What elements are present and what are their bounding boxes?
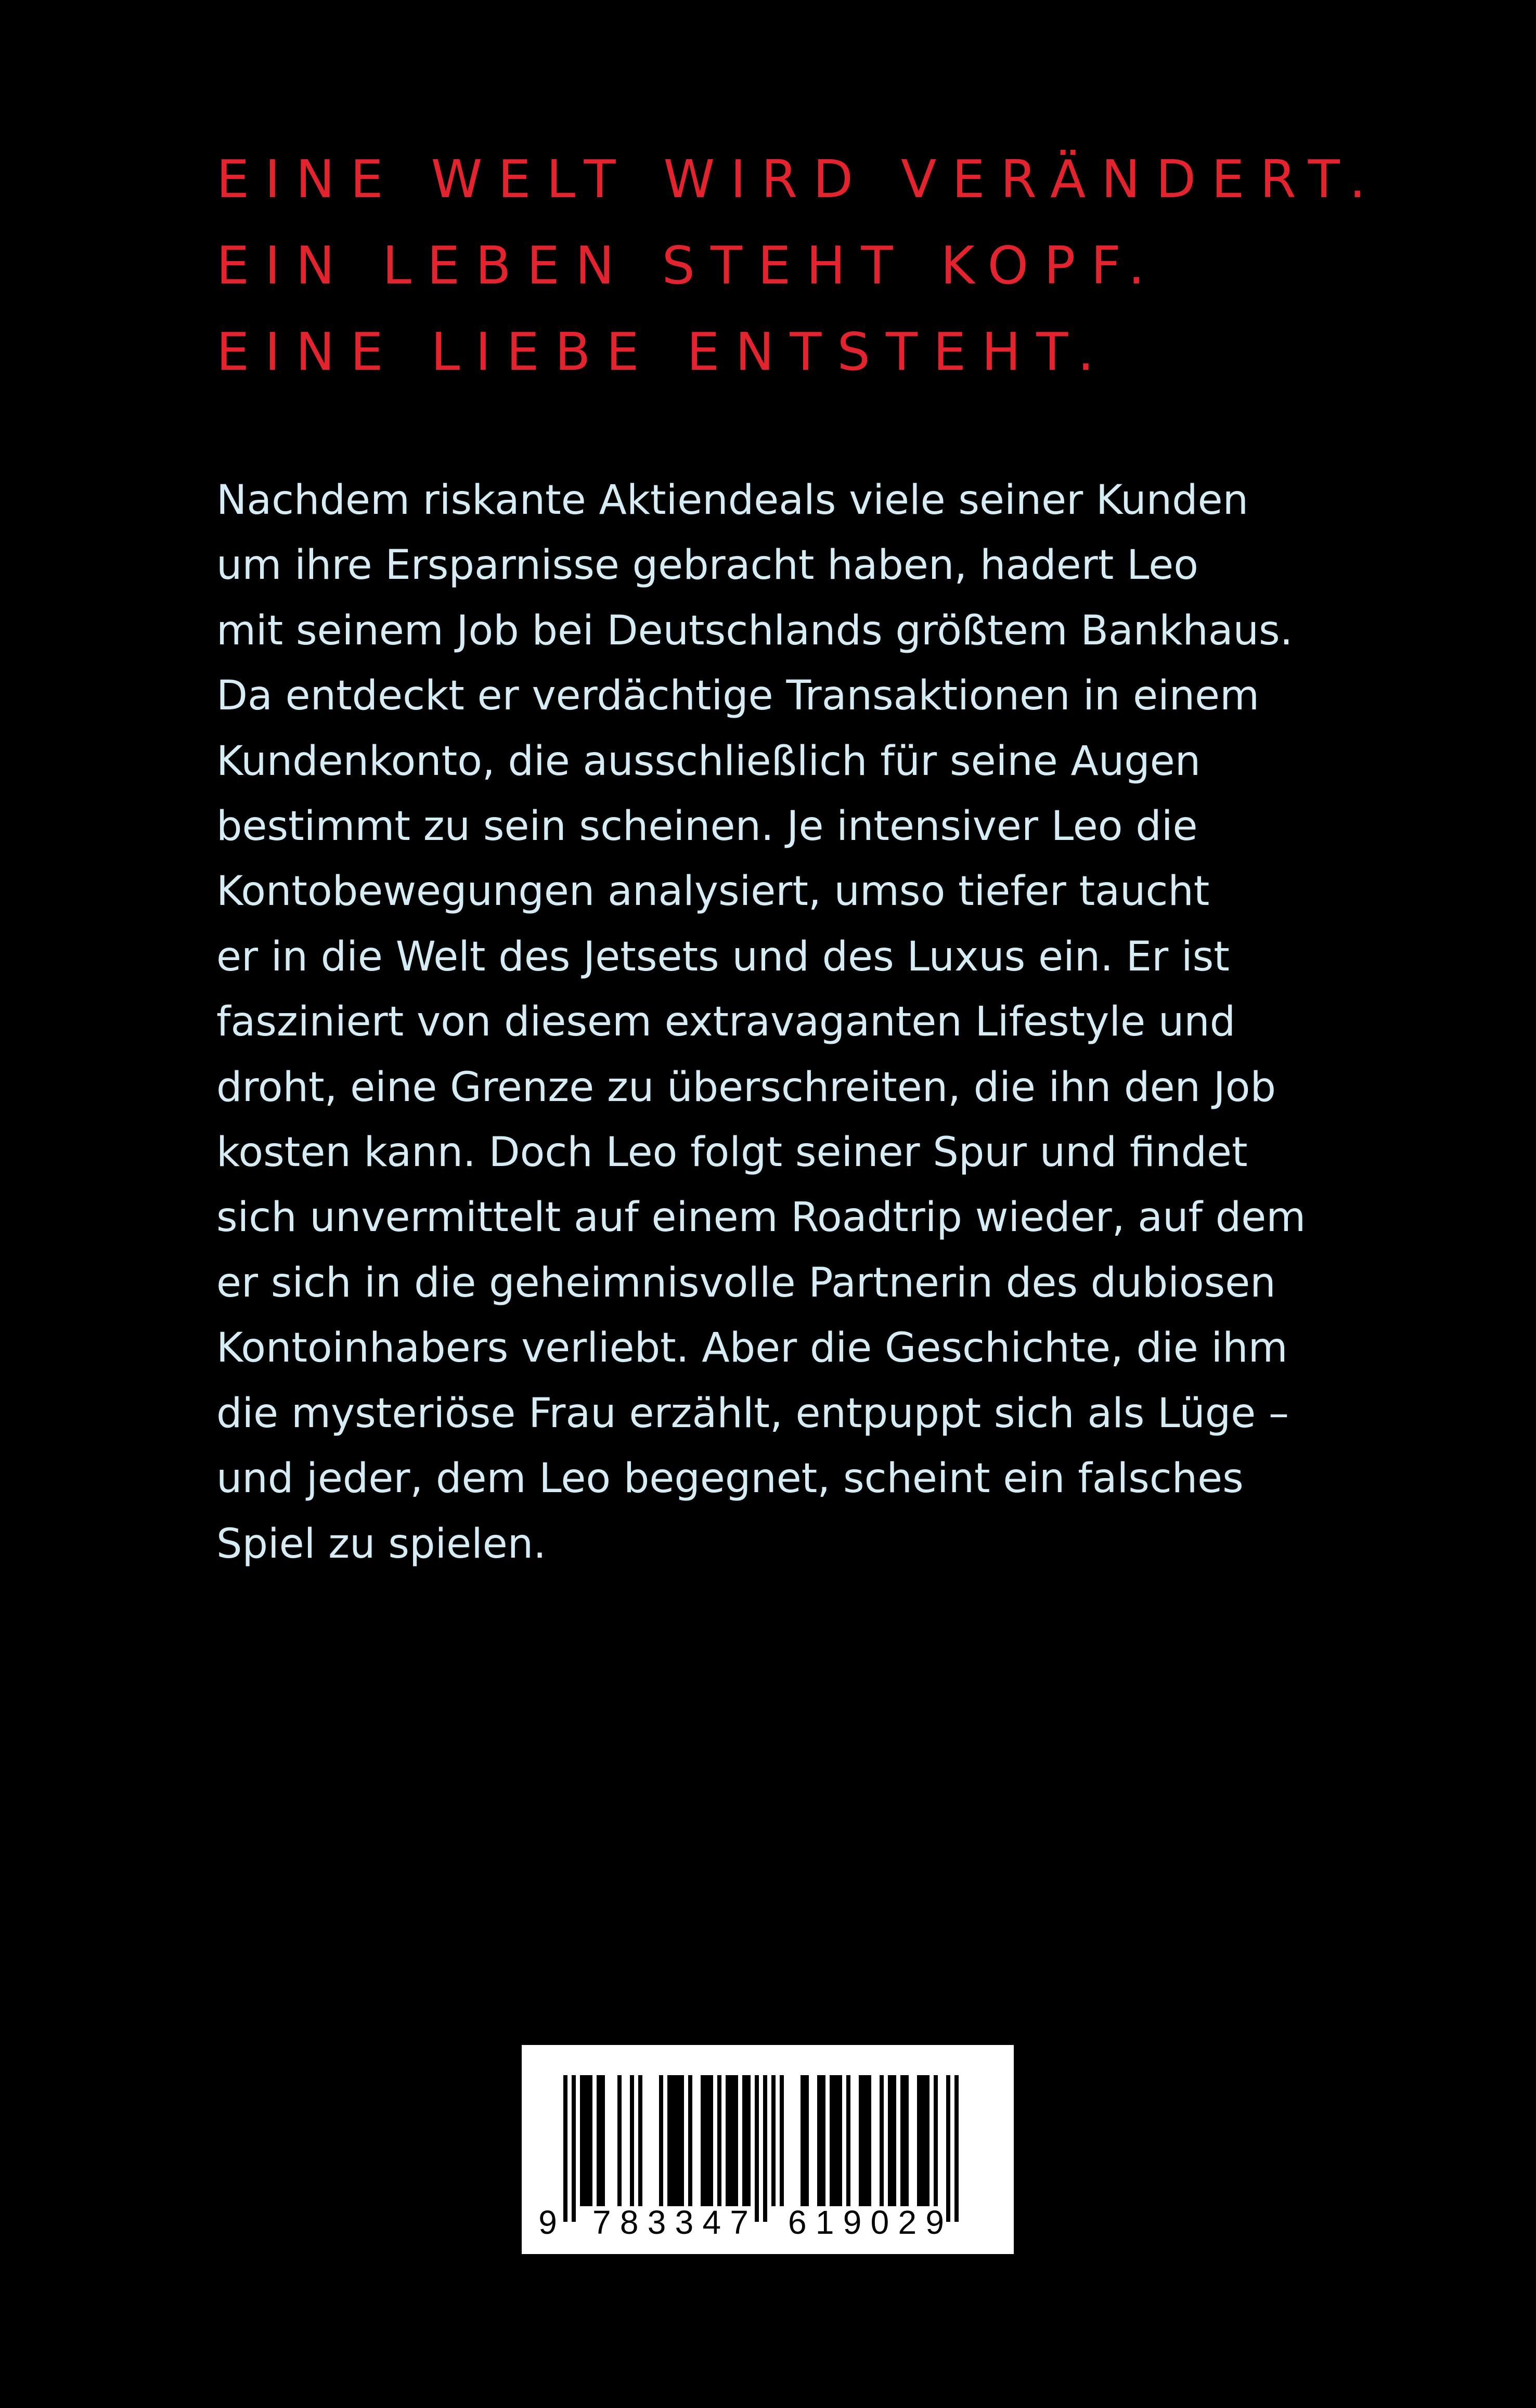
barcode-bar [597, 2075, 601, 2206]
barcode-bar [742, 2075, 746, 2206]
tagline-line: EIN LEBEN STEHT KOPF. [216, 235, 1160, 296]
barcode-bar [867, 2075, 871, 2206]
barcode-guard-bar [755, 2075, 759, 2222]
barcode-bar [888, 2075, 892, 2206]
barcode-bar [917, 2075, 921, 2206]
blurb-line: Da entdeckt er verdächtige Transaktionen in einem [216, 672, 1260, 720]
barcode-bar [584, 2075, 588, 2206]
barcode-bar [680, 2075, 684, 2206]
barcode-bar [667, 2075, 672, 2206]
barcode-bar [921, 2075, 925, 2206]
barcode-bar [934, 2075, 938, 2206]
barcode-bar [688, 2075, 692, 2206]
barcode-bar [705, 2075, 709, 2206]
barcode-right-digits: 619029 [788, 2204, 944, 2241]
blurb-line: mit seinem Job bei Deutschlands größtem Bankhaus. [216, 607, 1293, 654]
barcode-bar [588, 2075, 592, 2206]
blurb-line: um ihre Ersparnisse gebracht haben, hadert Leo [216, 542, 1198, 589]
barcode-bar [617, 2075, 622, 2206]
barcode-bar [672, 2075, 676, 2206]
barcode-bar [726, 2075, 730, 2206]
barcode-bar [834, 2075, 838, 2206]
barcode-guard-bar [954, 2075, 959, 2222]
barcode-bar [805, 2075, 809, 2206]
barcode-bar [709, 2075, 713, 2206]
barcode-bar [780, 2075, 784, 2206]
barcode-graphic [522, 2045, 1014, 2254]
blurb-line: sich unvermittelt auf einem Roadtrip wieder, auf dem [216, 1194, 1306, 1241]
barcode-bar [821, 2075, 825, 2206]
blurb-line: die mysteriöse Frau erzählt, entpuppt sich als Lüge – [216, 1390, 1289, 1437]
barcode-guard-bar [946, 2075, 950, 2222]
tagline-line: EINE LIEBE ENTSTEHT. [216, 321, 1110, 382]
barcode-bar [880, 2075, 884, 2206]
blurb-line: er sich in die geheimnisvolle Partnerin des dubiosen [216, 1259, 1276, 1306]
isbn-barcode [522, 2045, 1014, 2254]
barcode-bar [701, 2075, 705, 2206]
blurb-line: bestimmt zu sein scheinen. Je intensiver Leo die [216, 803, 1198, 850]
barcode-bar [771, 2075, 776, 2206]
barcode-bar [580, 2075, 584, 2206]
barcode-bar [801, 2075, 805, 2206]
blurb-line: kosten kann. Doch Leo folgt seiner Spur und findet [216, 1129, 1248, 1176]
barcode-bar [905, 2075, 909, 2206]
barcode-bar [630, 2075, 634, 2206]
barcode-bar [659, 2075, 663, 2206]
barcode-bar [838, 2075, 842, 2206]
tagline-block [216, 136, 1413, 395]
blurb-text [216, 468, 1340, 1577]
barcode-bar [746, 2075, 751, 2206]
barcode-bar [817, 2075, 821, 2206]
barcode-bar [717, 2075, 721, 2206]
barcode-bar [601, 2075, 605, 2206]
barcode-guard-bar [763, 2075, 767, 2222]
blurb-line: und jeder, dem Leo begegnet, scheint ein falsches [216, 1455, 1244, 1503]
barcode-bar [863, 2075, 867, 2206]
barcode-bar [925, 2075, 930, 2206]
barcode-bar [734, 2075, 738, 2206]
barcode-bar [892, 2075, 896, 2206]
barcode-bar [830, 2075, 834, 2206]
blurb-line: fasziniert von diesem extravaganten Lifestyle und [216, 999, 1236, 1046]
blurb-line: er in die Welt des Jetsets und des Luxus ein. Er ist [216, 933, 1230, 980]
blurb-line: Kontobewegungen analysiert, umso tiefer taucht [216, 868, 1210, 915]
barcode-guard-bar [563, 2075, 567, 2222]
blurb-line: droht, eine Grenze zu überschreiten, die ihn den Job [216, 1064, 1276, 1111]
barcode-bar [846, 2075, 850, 2206]
barcode-bar [859, 2075, 863, 2206]
barcode-left-digits: 783347 [592, 2204, 748, 2241]
blurb-line: Kundenkonto, die ausschließlich für seine Augen [216, 737, 1201, 785]
barcode-bar [676, 2075, 680, 2206]
tagline-line: EINE WELT WIRD VERÄNDERT. [216, 149, 1382, 210]
barcode-first-digit: 9 [538, 2204, 557, 2241]
barcode-bars [563, 2075, 959, 2222]
barcode-bar [730, 2075, 734, 2206]
blurb-line: Kontoinhabers verliebt. Aber die Geschichte, die ihm [216, 1325, 1288, 1372]
barcode-bar [900, 2075, 905, 2206]
barcode-bar [638, 2075, 642, 2206]
blurb-line: Spiel zu spielen. [216, 1520, 547, 1568]
barcode-guard-bar [572, 2075, 576, 2222]
blurb-line: Nachdem riskante Aktiendeals viele seiner Kunden [216, 477, 1249, 524]
